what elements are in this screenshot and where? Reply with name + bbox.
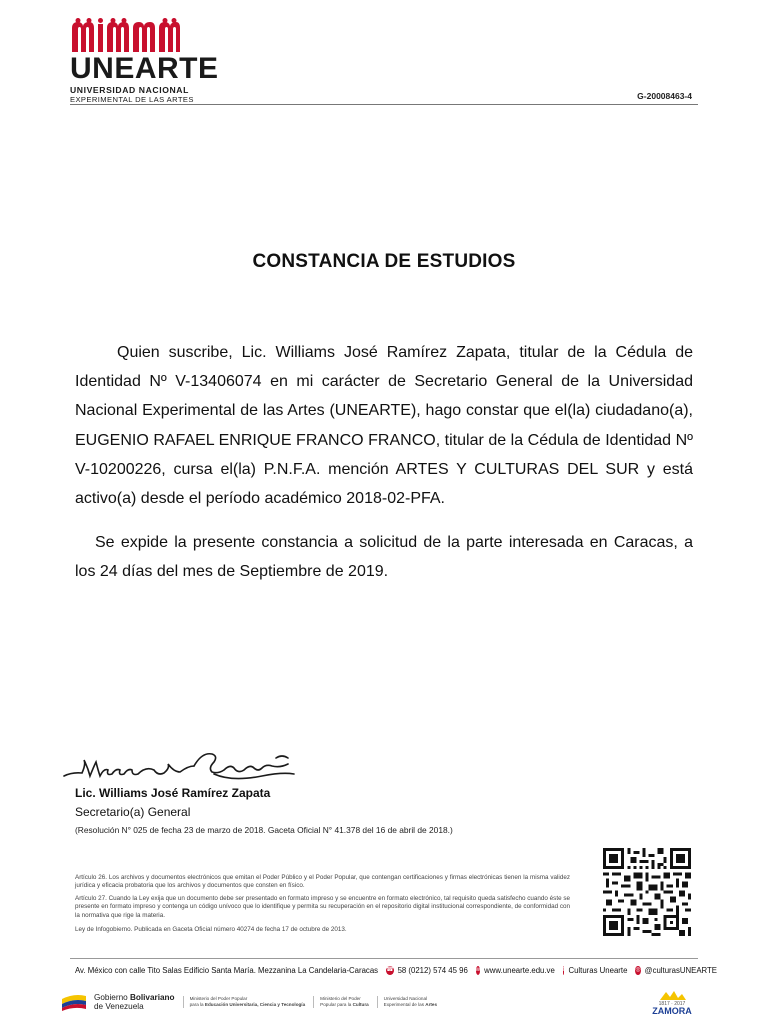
venezuela-flag-icon: [62, 993, 86, 1011]
body-paragraph-1: Quien suscribe, Lic. Williams José Ramírez Zapata, titular de la Cédula de Identidad Nº V-13406074 en mi carácter de Secretario General de la Universidad Nacional Experimental de las Artes (UNEARTE), hago constar que el(la) ciudadano(a), EUGENIO RAFAEL ENRIQUE FRANCO FRANCO, titular de la Cédula de Identidad Nº V-10200226, cursa el(la) P.N.F.A. mención ARTES Y CULTURAS DEL SUR y está activo(a) desde el período académico 2018-02-PFA.: [75, 344, 693, 508]
facebook-icon: f: [562, 967, 565, 973]
legal-law-reference: Ley de Infogobierno. Publicada en Gaceta Oficial número 40274 de fecha 17 de octubre de 2013.: [75, 926, 347, 934]
footer-phone: 58 (0212) 574 45 96: [397, 966, 468, 975]
header-divider: [70, 104, 698, 105]
zamora-logo: [646, 990, 698, 1016]
document-title: CONSTANCIA DE ESTUDIOS: [252, 251, 516, 272]
signatory-role: Secretario(a) General: [75, 805, 191, 819]
unearte-logo: [70, 18, 219, 104]
government-logos: [62, 990, 437, 1014]
logo-subtitle-1: UNIVERSIDAD NACIONAL: [70, 85, 189, 95]
logo-subtitle-2: EXPERIMENTAL DE LAS ARTES: [70, 95, 194, 104]
instagram-icon: ◎: [635, 967, 641, 973]
gov-name: Gobierno Bolivariano de Venezuela: [94, 993, 175, 1011]
footer-address: Av. México con calle Tito Salas Edificio Santa María. Mezzanina La Candelaria-Caracas: [75, 966, 379, 975]
footer-instagram[interactable]: @culturasUNEARTE: [644, 966, 717, 975]
body-paragraph-2: Se expide la presente constancia a solicitud de la parte interesada en Caracas, a los 24 días del mes de Septiembre de 2019.: [75, 534, 693, 581]
qr-code[interactable]: [603, 848, 691, 936]
resolution-note: (Resolución N° 025 de fecha 23 de marzo de 2018. Gaceta Oficial N° 41.378 del 16 de abril de 2018.): [75, 825, 453, 835]
zamora-wordmark: ZAMORA: [652, 1006, 692, 1016]
university-name: Universidad Nacional Experimental de las Artes: [377, 996, 437, 1007]
handwritten-signature: [62, 746, 302, 786]
zamora-years: 1817 · 2017: [658, 1001, 686, 1007]
footer-divider: [70, 958, 698, 959]
legal-notice: [75, 874, 570, 938]
footer-contact-line: [75, 966, 717, 975]
document-code: G-20008463-4: [637, 91, 692, 101]
footer-facebook[interactable]: Culturas Unearte: [568, 966, 628, 975]
document-body: [75, 338, 693, 587]
signatory-name: Lic. Williams José Ramírez Zapata: [75, 786, 271, 800]
phone-icon: ☎: [386, 967, 394, 973]
web-icon: w: [475, 967, 481, 973]
footer-website[interactable]: www.unearte.edu.ve: [484, 966, 555, 975]
ministry-education: Ministerio del Poder Popular para la Educación Universitaria, Ciencia y Tecnología: [183, 996, 306, 1007]
legal-article-26: Artículo 26. Los archivos y documentos electrónicos que emitan el Poder Público y el Poder Popular, que contengan certificaciones y firmas electrónicas tienen la misma validez jurídica y eficacia probatoria que los archivos y documentos que consten en físico.: [75, 874, 570, 890]
ministry-culture: Ministerio del Poder Popular para la Cultura: [313, 996, 369, 1007]
logo-wordmark: UNEARTE: [70, 52, 219, 85]
legal-article-27: Artículo 27. Cuando la Ley exija que un documento debe ser presentado en formato impreso y se encuentre en formato electrónico, tal requisito queda satisfecho cuando éste se presente en formato impreso y contenga un código unívoco que lo identifique y permita su recuperación en el repositorio digital institucional correspondiente, de conformidad con la normativa que rige la materia.: [75, 894, 570, 919]
logo-mark-icon: [70, 18, 180, 54]
